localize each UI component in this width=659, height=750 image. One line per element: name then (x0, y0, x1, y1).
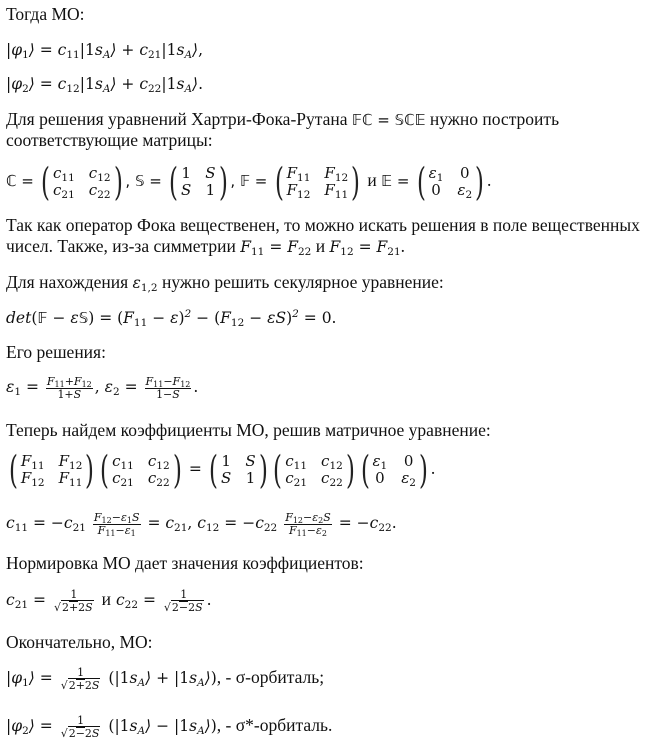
final-mo-label: Окончательно, МО: (6, 632, 153, 652)
text: и (101, 589, 112, 609)
secular-paragraph: Для нахождения $\varepsilon_{1,2}$ нужно решить секулярное уравнение: (6, 272, 444, 294)
text: Для нахождения (6, 272, 129, 292)
hfr-paragraph-line2: соответствующие матрицы: (6, 130, 213, 150)
secular-equation: det(𝔽 − ε𝕊) = $(F_{11} - \varepsilon)^2 - (F_{12} - \varepsilon S)^2 = 0$. (6, 308, 337, 329)
sigma-orbital: $|\varphi_1⟩$ = $\frac{1}{√2+2S}$ ($|1s_A⟩$ + $|1s_A⟩$), - σ-орбиталь; (6, 665, 325, 692)
intro-text: Тогда МО: (6, 4, 85, 24)
hfr-paragraph-line1 (6, 109, 559, 130)
text: и (367, 170, 377, 190)
coefficient-relations: $c_{11} = -c_{21}$ $\frac{F_{12}-\varepsilon_1S}{F_{11}-\varepsilon_1}$ = $c_{21}$, $c_{12} = -c_{22}$ $\frac{F_{12}-\varepsilon_2S}{F_{11}-\varepsilon_2}$ = $-c_{22}$. (6, 510, 397, 538)
text: и (315, 236, 326, 256)
equation-phi2: $|\varphi_2⟩$ = $c_{12}|1s_A⟩$ + $c_{22}|1s_A⟩$. (6, 75, 204, 95)
fock-operator-paragraph-line2: чисел. Также, из-за симметрии $F_{11} = F_{22}$ и $F_{12} = F_{21}$. (6, 236, 406, 258)
text: Для решения уравнений Хартри-Фока-Рутана (6, 109, 348, 129)
matrix-F: ( $F_{11}$ $F_{12}$ $F_{12}$ $F_{11}$ ) (274, 159, 361, 204)
text: нужно построить (429, 109, 560, 129)
fock-operator-paragraph-line1: Так как оператор Фока вещественен, то можно искать решения в поле вещественных (6, 215, 640, 235)
equation-phi1: $|\varphi_1⟩$ = $c_{11}|1s_A⟩$ + $c_{21}|1s_A⟩$, (6, 41, 204, 61)
matrix-definitions: ℂ = ( $c_{11}$ $c_{12}$ $c_{21}$ $c_{22}$ ) , 𝕊 = ( 1 S S 1 ) , 𝔽 = ( $F_{11}$ $F_{12}$ $F_{12}$ $F_{11}$ ) и 𝔼 = ( $\varepsilon_1$ 0 0 $\varepsilon_2$ ) . (6, 159, 492, 204)
hfr-equation: 𝔽ℂ = 𝕊ℂ𝔼 (351, 111, 426, 129)
normalized-coefficients: $c_{21}$ = $\frac{1}{√2+2S}$ и $c_{22}$ = $\frac{1}{√2-2S}$ . (6, 587, 212, 614)
text: , - σ-орбиталь; (216, 667, 325, 687)
normalization-paragraph: Нормировка МО дает значения коэффициентов: (6, 553, 364, 573)
text: нужно решить секулярное уравнение: (161, 272, 444, 292)
matrix-E: ( $\varepsilon_1$ 0 0 $\varepsilon_2$ ) (416, 159, 484, 204)
coefficients-paragraph: Теперь найдем коэффициенты МО, решив матричное уравнение: (6, 420, 491, 440)
solutions-label: Его решения: (6, 342, 106, 362)
eigenvalue-solutions: $\varepsilon_1$ = $\frac{F_{11}+F_{12}}{1+S}$ , $\varepsilon_2$ = $\frac{F_{11}-F_{12}}{1-S}$ . (6, 374, 199, 401)
matrix-S: ( 1 S S 1 ) (169, 159, 228, 204)
matrix-C: ( $c_{11}$ $c_{12}$ $c_{21}$ $c_{22}$ ) (41, 159, 123, 204)
matrix-equation: ( $F_{11}$ $F_{12}$ $F_{12}$ $F_{11}$ ) ( $c_{11}$ $c_{12}$ $c_{21}$ $c_{22}$ ) = ( 1 S S 1 ) ( $c_{11}$ $c_{12}$ $c_{21}$ $c_{22}$ ) ( $\varepsilon_1$ 0 0 $\varepsilon_2$ ) . (8, 447, 436, 492)
text: чисел. Также, из-за симметрии (6, 236, 236, 256)
sigma-star-orbital: $|\varphi_2⟩$ = $\frac{1}{√2-2S}$ ($|1s_A⟩$ − $|1s_A⟩$), - σ*-орбиталь. (6, 713, 333, 740)
text: , - σ*-орбиталь. (216, 715, 333, 735)
